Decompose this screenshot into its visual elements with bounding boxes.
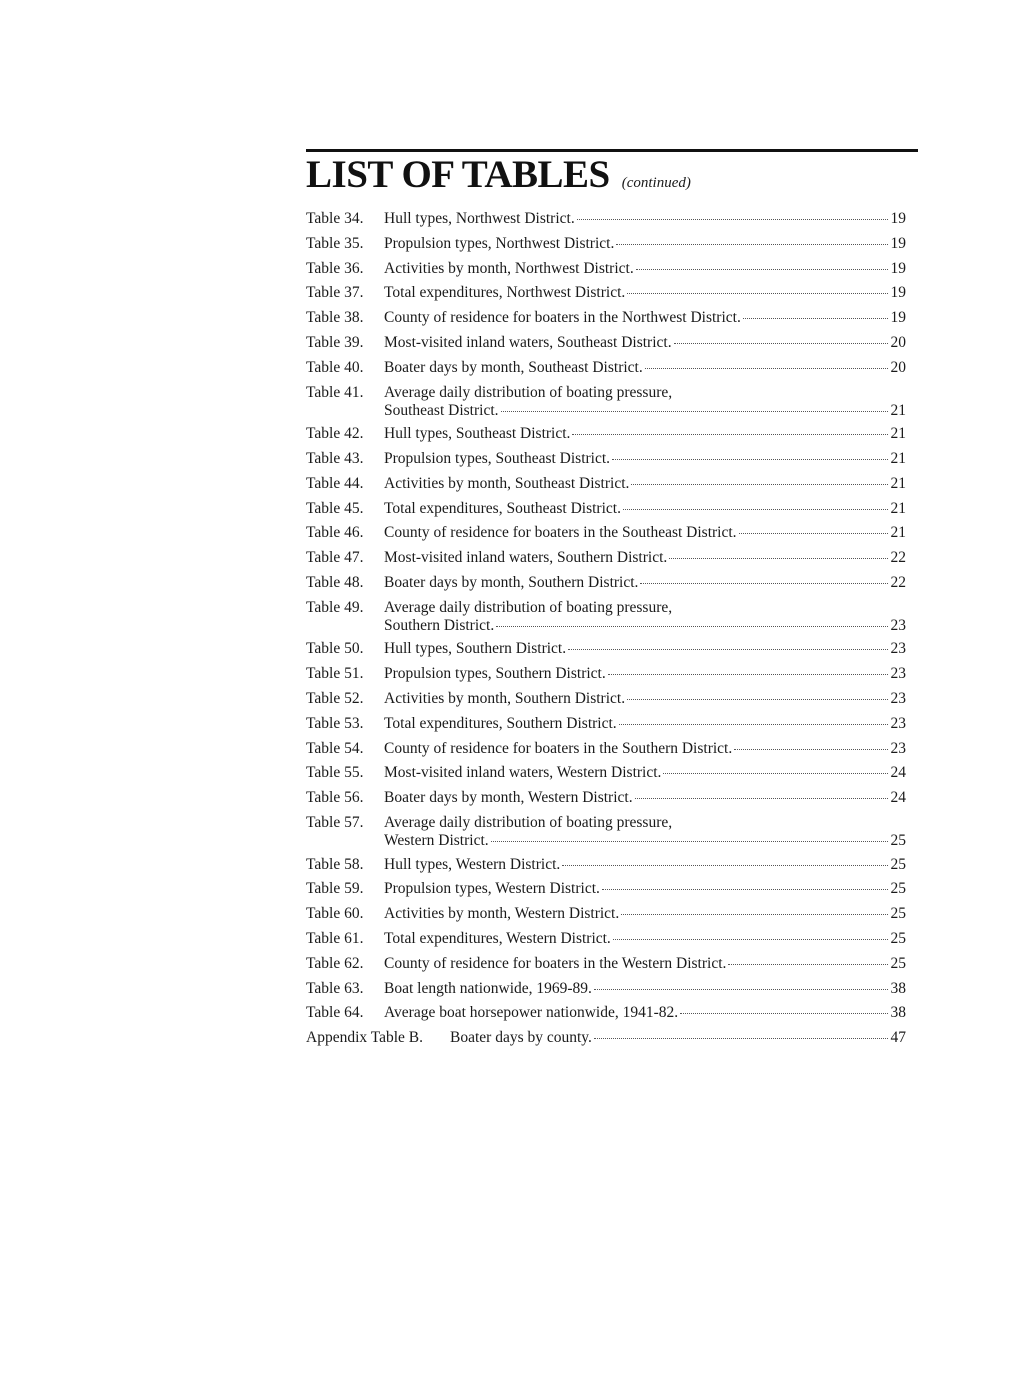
entry-text xyxy=(384,856,906,874)
page-number: 25 xyxy=(890,855,906,873)
table-number: Table 34. xyxy=(306,210,364,227)
table-number: Table 58. xyxy=(306,855,364,873)
table-number: Table 44. xyxy=(306,474,364,492)
table-number: Table 63. xyxy=(306,979,364,997)
entry-line xyxy=(384,980,906,998)
toc-entry xyxy=(306,880,906,905)
page-number: 23 xyxy=(890,739,906,757)
page-number: 23 xyxy=(890,640,906,658)
page-number: 20 xyxy=(890,333,906,351)
page-number: 21 xyxy=(890,524,906,542)
entry-line xyxy=(384,334,906,352)
toc-entry xyxy=(306,334,906,359)
entry-line xyxy=(384,402,906,420)
dot-leader xyxy=(623,509,888,510)
table-title: Hull types, Western District. xyxy=(384,855,561,873)
table-number: Table 53. xyxy=(306,714,364,732)
table-number: Table 36. xyxy=(306,259,364,277)
entry-text xyxy=(384,789,906,807)
page-number: 19 xyxy=(890,210,906,227)
dot-leader xyxy=(739,533,888,534)
dot-leader xyxy=(594,989,888,990)
table-number: Table 59. xyxy=(306,880,364,898)
table-title: Propulsion types, Southern District. xyxy=(384,665,606,683)
toc-entry xyxy=(306,235,906,260)
table-number: Table 38. xyxy=(306,309,364,327)
table-number: Table 64. xyxy=(306,1004,364,1022)
dot-leader xyxy=(640,583,888,584)
entry-line xyxy=(384,640,906,658)
table-title: Boater days by county. xyxy=(450,1029,592,1047)
table-title: Boater days by month, Southeast District. xyxy=(384,358,643,376)
entry-text xyxy=(384,665,906,683)
entry-text xyxy=(384,715,906,733)
table-title: Total expenditures, Southeast District. xyxy=(384,499,621,517)
entry-line xyxy=(384,764,906,782)
dot-leader xyxy=(577,219,888,220)
table-title: Southeast District. xyxy=(384,401,499,419)
table-number: Table 46. xyxy=(306,524,364,542)
table-title: Most-visited inland waters, Southeast District. xyxy=(384,333,672,351)
table-title: County of residence for boaters in the Southern District. xyxy=(384,739,733,757)
dot-leader xyxy=(743,318,888,319)
page-number: 47 xyxy=(890,1029,906,1047)
table-number: Appendix Table B. xyxy=(306,1029,424,1047)
entry-line xyxy=(384,309,906,327)
dot-leader xyxy=(568,649,888,650)
page-number: 24 xyxy=(890,789,906,807)
table-title: Average boat horsepower nationwide, 1941-82. xyxy=(384,1004,679,1022)
entry-text xyxy=(384,384,906,420)
page-number: 19 xyxy=(890,309,906,327)
page-number: 38 xyxy=(890,1004,906,1022)
page-number: 38 xyxy=(890,979,906,997)
entry-text xyxy=(384,425,906,443)
dot-leader xyxy=(669,558,888,559)
table-title: Activities by month, Southeast District. xyxy=(384,474,630,492)
toc-entry xyxy=(306,500,906,525)
table-title-line-1: Average daily distribution of boating pressure, xyxy=(384,598,673,616)
toc-entry xyxy=(306,210,906,235)
table-title: County of residence for boaters in the Western District. xyxy=(384,954,727,972)
entry-line xyxy=(384,210,906,228)
toc-entry xyxy=(306,284,906,309)
table-number: Table 47. xyxy=(306,549,364,567)
table-title: Propulsion types, Southeast District. xyxy=(384,449,611,467)
page-number: 23 xyxy=(890,616,906,634)
entry-text xyxy=(384,334,906,352)
entry-text xyxy=(384,690,906,708)
entry-line xyxy=(384,450,906,468)
toc-entry xyxy=(306,905,906,930)
entry-text xyxy=(450,1029,906,1047)
table-title-line-1: Average daily distribution of boating pressure, xyxy=(384,383,673,401)
entry-line xyxy=(384,425,906,443)
entry-line xyxy=(384,475,906,493)
toc-entry xyxy=(306,260,906,285)
dot-leader xyxy=(491,841,888,842)
table-number: Table 37. xyxy=(306,284,364,302)
entry-line xyxy=(384,740,906,758)
dot-leader xyxy=(627,293,888,294)
dot-leader xyxy=(636,269,888,270)
toc-entry xyxy=(306,574,906,599)
table-title: Most-visited inland waters, Southern District. xyxy=(384,549,668,567)
page-number: 19 xyxy=(890,234,906,252)
toc-entry xyxy=(306,980,906,1005)
dot-leader xyxy=(501,411,888,412)
table-title: Activities by month, Northwest District. xyxy=(384,259,634,277)
entry-text xyxy=(384,309,906,327)
toc-entry xyxy=(306,309,906,334)
table-number: Table 61. xyxy=(306,929,364,947)
toc-entry xyxy=(306,425,906,450)
entry-line xyxy=(384,832,906,850)
entry-text xyxy=(384,740,906,758)
table-number: Table 43. xyxy=(306,449,364,467)
table-title: Propulsion types, Western District. xyxy=(384,880,600,898)
table-title: Total expenditures, Western District. xyxy=(384,929,611,947)
toc-entry xyxy=(306,599,906,641)
entry-text xyxy=(384,549,906,567)
entry-line xyxy=(384,617,906,635)
entry-text xyxy=(384,814,906,850)
table-number: Table 50. xyxy=(306,640,364,658)
page-number: 21 xyxy=(890,474,906,492)
dot-leader xyxy=(594,1038,888,1039)
toc-entry xyxy=(306,1004,906,1029)
toc-entry xyxy=(306,359,906,384)
entry-line xyxy=(384,690,906,708)
entry-text xyxy=(384,210,906,228)
toc-entry xyxy=(306,1029,906,1054)
entry-line xyxy=(384,905,906,923)
table-number: Table 45. xyxy=(306,499,364,517)
dot-leader xyxy=(572,434,888,435)
entry-text xyxy=(384,764,906,782)
table-number: Table 52. xyxy=(306,689,364,707)
entry-text xyxy=(384,524,906,542)
table-number: Table 42. xyxy=(306,425,364,443)
page-number: 22 xyxy=(890,573,906,591)
table-number: Table 56. xyxy=(306,789,364,807)
entry-line xyxy=(384,955,906,973)
toc-entry xyxy=(306,740,906,765)
page-number: 25 xyxy=(890,831,906,849)
page-heading xyxy=(306,152,691,197)
table-title: County of residence for boaters in the Northwest District. xyxy=(384,309,741,327)
entry-text xyxy=(384,500,906,518)
dot-leader xyxy=(602,889,888,890)
table-title: County of residence for boaters in the Southeast District. xyxy=(384,524,737,542)
toc-entry xyxy=(306,856,906,881)
dot-leader xyxy=(680,1013,888,1014)
page-number: 20 xyxy=(890,358,906,376)
page-number: 21 xyxy=(890,499,906,517)
table-title: Propulsion types, Northwest District. xyxy=(384,234,615,252)
table-number: Table 51. xyxy=(306,665,364,683)
dot-leader xyxy=(621,914,888,915)
page-number: 23 xyxy=(890,689,906,707)
dot-leader xyxy=(612,459,888,460)
entry-text xyxy=(384,955,906,973)
table-title-line-1: Average daily distribution of boating pressure, xyxy=(384,813,673,831)
page-title: LIST OF TABLES xyxy=(306,153,610,196)
page-number: 25 xyxy=(890,954,906,972)
table-title: Boater days by month, Western District. xyxy=(384,789,633,807)
dot-leader xyxy=(734,749,888,750)
entry-text xyxy=(384,1004,906,1022)
table-number: Table 41. xyxy=(306,383,364,401)
entry-line xyxy=(384,880,906,898)
dot-leader xyxy=(616,244,888,245)
entry-line xyxy=(384,549,906,567)
entry-line xyxy=(384,500,906,518)
toc-entry xyxy=(306,450,906,475)
page-number: 25 xyxy=(890,880,906,898)
page-number: 23 xyxy=(890,714,906,732)
dot-leader xyxy=(645,368,888,369)
entry-line xyxy=(384,1004,906,1022)
table-number: Table 55. xyxy=(306,764,364,782)
table-title: Southern District. xyxy=(384,616,495,634)
table-list xyxy=(306,210,906,1054)
dot-leader xyxy=(627,699,888,700)
toc-entry xyxy=(306,814,906,856)
dot-leader xyxy=(613,939,888,940)
table-number: Table 39. xyxy=(306,333,364,351)
table-title: Western District. xyxy=(384,831,489,849)
entry-line xyxy=(384,789,906,807)
entry-text xyxy=(384,359,906,377)
entry-line xyxy=(384,930,906,948)
table-number: Table 48. xyxy=(306,573,364,591)
entry-text xyxy=(384,980,906,998)
entry-line xyxy=(384,359,906,377)
page-number: 21 xyxy=(890,401,906,419)
entry-line xyxy=(384,715,906,733)
dot-leader xyxy=(635,798,888,799)
page-number: 19 xyxy=(890,284,906,302)
entry-text xyxy=(384,475,906,493)
page-number: 23 xyxy=(890,665,906,683)
table-title: Total expenditures, Southern District. xyxy=(384,714,617,732)
dot-leader xyxy=(663,773,888,774)
entry-text xyxy=(384,905,906,923)
table-title: Hull types, Northwest District. xyxy=(384,210,575,227)
table-title: Total expenditures, Northwest District. xyxy=(384,284,626,302)
page-number: 21 xyxy=(890,449,906,467)
entry-text xyxy=(384,450,906,468)
page-number: 25 xyxy=(890,929,906,947)
page-number: 19 xyxy=(890,259,906,277)
entry-line xyxy=(384,665,906,683)
toc-entry xyxy=(306,384,906,426)
entry-line xyxy=(384,574,906,592)
entry-line xyxy=(450,1029,906,1047)
table-number: Table 54. xyxy=(306,739,364,757)
dot-leader xyxy=(674,343,888,344)
table-title: Most-visited inland waters, Western District. xyxy=(384,764,662,782)
page-number: 21 xyxy=(890,425,906,443)
toc-entry xyxy=(306,955,906,980)
entry-text xyxy=(384,235,906,253)
table-title: Activities by month, Southern District. xyxy=(384,689,626,707)
toc-entry xyxy=(306,930,906,955)
entry-text xyxy=(384,640,906,658)
table-title: Hull types, Southern District. xyxy=(384,640,567,658)
entry-line xyxy=(384,284,906,302)
entry-text xyxy=(384,260,906,278)
dot-leader xyxy=(496,626,888,627)
entry-line xyxy=(384,524,906,542)
table-number: Table 57. xyxy=(306,813,364,831)
entry-text xyxy=(384,930,906,948)
entry-text xyxy=(384,599,906,635)
table-title: Boat length nationwide, 1969-89. xyxy=(384,979,592,997)
entry-line xyxy=(384,856,906,874)
toc-entry xyxy=(306,789,906,814)
table-number: Table 40. xyxy=(306,358,364,376)
toc-entry xyxy=(306,665,906,690)
dot-leader xyxy=(728,964,888,965)
dot-leader xyxy=(631,484,888,485)
entry-text xyxy=(384,574,906,592)
dot-leader xyxy=(619,724,888,725)
entry-text xyxy=(384,880,906,898)
toc-entry xyxy=(306,764,906,789)
page-subtitle: (continued) xyxy=(621,175,691,191)
entry-text xyxy=(384,284,906,302)
toc-entry xyxy=(306,475,906,500)
page-number: 25 xyxy=(890,905,906,923)
table-title: Activities by month, Western District. xyxy=(384,905,620,923)
table-number: Table 35. xyxy=(306,234,364,252)
table-number: Table 60. xyxy=(306,905,364,923)
table-title: Boater days by month, Southern District. xyxy=(384,573,639,591)
toc-entry xyxy=(306,549,906,574)
toc-entry xyxy=(306,640,906,665)
dot-leader xyxy=(608,674,888,675)
toc-entry xyxy=(306,690,906,715)
toc-entry xyxy=(306,524,906,549)
entry-line xyxy=(384,260,906,278)
entry-line xyxy=(384,235,906,253)
dot-leader xyxy=(562,865,888,866)
toc-entry xyxy=(306,715,906,740)
table-number: Table 62. xyxy=(306,954,364,972)
page-number: 22 xyxy=(890,549,906,567)
table-title: Hull types, Southeast District. xyxy=(384,425,571,443)
page-number: 24 xyxy=(890,764,906,782)
table-number: Table 49. xyxy=(306,598,364,616)
